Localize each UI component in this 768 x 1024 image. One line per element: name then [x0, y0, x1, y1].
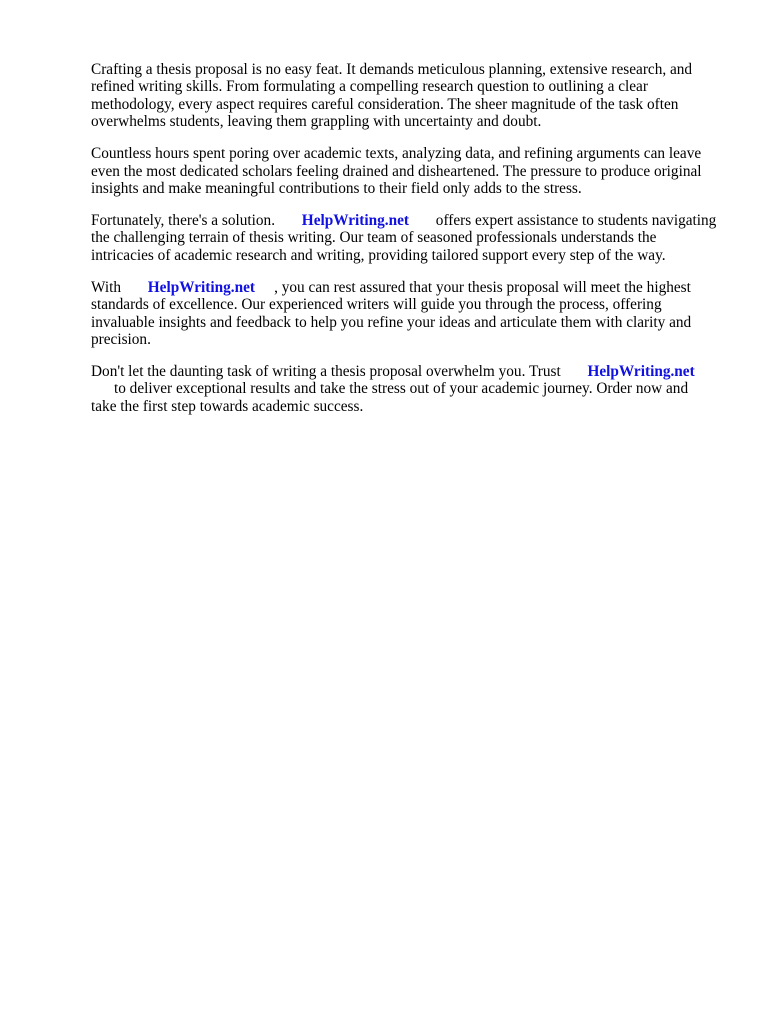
paragraph-cta-text-before: Don't let the daunting task of writing a thesis proposal overwhelm you. Trust [91, 363, 588, 381]
helpwriting-link[interactable]: HelpWriting.net [587, 363, 695, 381]
paragraph-assurance [91, 279, 731, 349]
paragraph-call-to-action [91, 363, 731, 415]
paragraph-assurance-text-before: With [91, 278, 148, 296]
paragraph-cta-text-after: to deliver exceptional results and take the stress out of your academic journey. Order now and take the first step towards academic success. [91, 380, 689, 415]
paragraph-solution [91, 212, 731, 264]
paragraph-solution-text-before: Fortunately, there's a solution. [91, 212, 302, 230]
helpwriting-link[interactable]: HelpWriting.net [147, 278, 255, 296]
paragraph-assurance-text-after: , you can rest assured that your thesis proposal will meet the highest standards of excellence. Our experienced writers will guide you through the process, offering invaluable insights and feedback to help you refine your ideas and articulate them with clarity and precision. [91, 278, 692, 349]
document-page [91, 61, 731, 430]
paragraph-solution-text-after: offers expert assistance to students navigating the challenging terrain of thesis writing. Our team of seasoned professionals understands the intricacies of academic research and writing, providing tailored support every step of the way. [91, 212, 717, 264]
helpwriting-link[interactable]: HelpWriting.net [301, 212, 410, 230]
paragraph-pressure: Countless hours spent poring over academic texts, analyzing data, and refining arguments can leave even the most dedicated scholars feeling drained and disheartened. The pressure to produce original insights and make meaningful contributions to their field only adds to the stress. [91, 145, 702, 198]
paragraph-intro: Crafting a thesis proposal is no easy feat. It demands meticulous planning, extensive research, and refined writing skills. From formulating a compelling research question to outlining a clear methodology, every aspect requires careful consideration. The sheer magnitude of the task often overwhelms students, leaving them grappling with uncertainty and doubt. [91, 61, 693, 131]
